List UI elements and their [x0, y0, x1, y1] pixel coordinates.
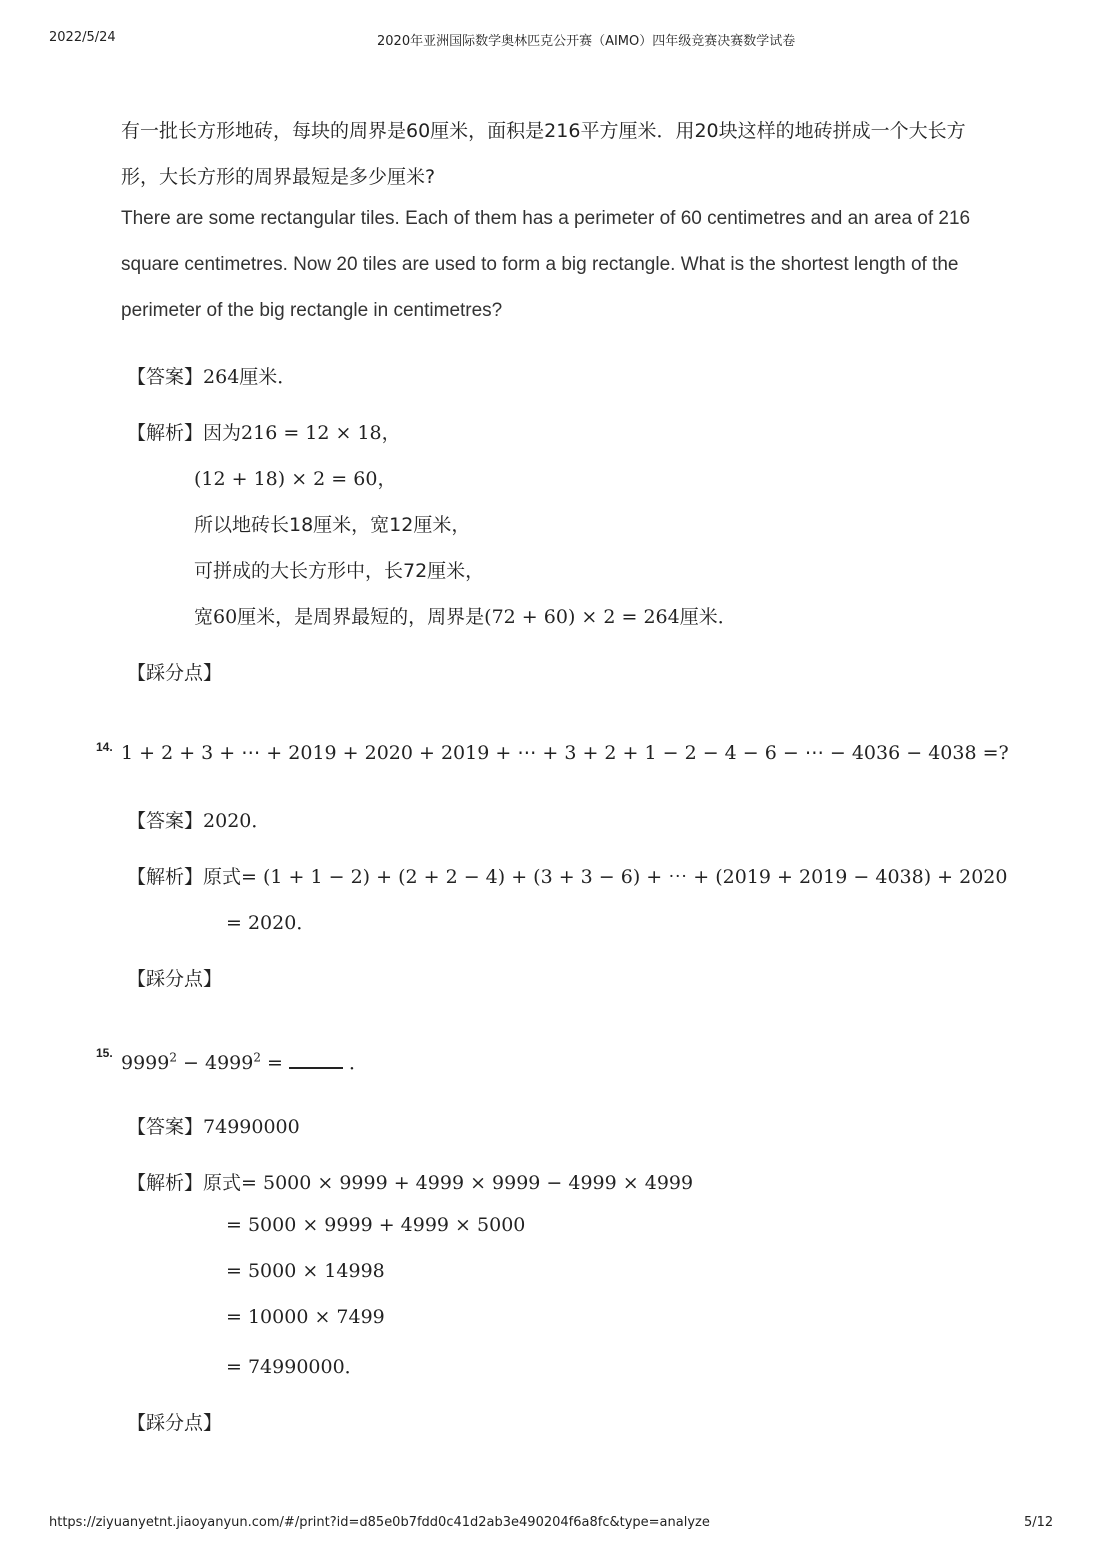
q14-scoring-points: 【踩分点】: [127, 968, 223, 990]
q15-analysis-step-2: = 5000 × 9999 + 4999 × 5000: [226, 1214, 526, 1236]
page-number: 5/12: [1024, 1515, 1054, 1530]
q15-analysis-step-3: = 5000 × 14998: [226, 1260, 385, 1282]
q15-question: [121, 1048, 368, 1075]
analysis-step: 因为216 = 12 × 18，: [203, 422, 401, 444]
footer-url: https://ziyuanyetnt.jiaoyanyun.com/#/print?id=d85e0b7fdd0c41d2ab3e490204f6a8fc&type=analyze: [49, 1515, 710, 1530]
q13-english-line-2: square centimetres. Now 20 tiles are used to form a big rectangle. What is the shortest length of the: [121, 254, 959, 275]
q15-period: ．: [348, 1052, 368, 1074]
analysis-label: 【解析】: [127, 866, 204, 888]
q14-question: 1 + 2 + 3 + ⋯ + 2019 + 2020 + 2019 + ⋯ + 3 + 2 + 1 − 2 − 4 − 6 − ⋯ − 4036 − 4038 =?: [121, 742, 1009, 764]
q13-answer: [127, 362, 296, 389]
q15-exponent-1: 2: [169, 1050, 177, 1065]
q13-english-line-1: There are some rectangular tiles. Each of them has a perimeter of 60 centimetres and an area of 216: [121, 208, 971, 229]
q15-number: 15.: [96, 1046, 113, 1060]
q13-analysis-step-3: 所以地砖长18厘米，宽12厘米，: [194, 514, 471, 536]
print-date: 2022/5/24: [49, 30, 116, 45]
q15-answer: [127, 1112, 300, 1139]
q13-analysis-step-5: 宽60厘米，是周界最短的，周界是(72 + 60) × 2 = 264厘米．: [194, 606, 737, 628]
q13-analysis-step-4: 可拼成的大长方形中，长72厘米，: [194, 560, 485, 582]
q14-analysis-step-2: = 2020．: [226, 912, 316, 934]
answer-value: 2020．: [203, 810, 271, 832]
q15-base-2: − 4999: [177, 1052, 254, 1074]
answer-label: 【答案】: [127, 810, 204, 832]
q15-scoring-points: 【踩分点】: [127, 1412, 223, 1434]
q15-analysis-step-5: = 74990000．: [226, 1356, 364, 1378]
q13-english-line-3: perimeter of the big rectangle in centimetres?: [121, 300, 503, 321]
q13-chinese-line-1: 有一批长方形地砖，每块的周界是60厘米，面积是216平方厘米．用20块这样的地砖拼成一个大长方: [121, 120, 966, 142]
q13-chinese-line-2: 形，大长方形的周界最短是多少厘米?: [121, 166, 436, 188]
answer-value: 264厘米．: [203, 366, 297, 388]
q14-analysis-row-1: [127, 862, 1007, 889]
q13-scoring-points: 【踩分点】: [127, 662, 223, 684]
q15-analysis-step-4: = 10000 × 7499: [226, 1306, 385, 1328]
analysis-step: 原式= 5000 × 9999 + 4999 × 9999 − 4999 × 4999: [203, 1172, 694, 1194]
q15-base-1: 9999: [121, 1052, 170, 1074]
q13-analysis-step-2: (12 + 18) × 2 = 60，: [194, 468, 397, 490]
q15-exponent-2: 2: [253, 1050, 261, 1065]
answer-label: 【答案】: [127, 1116, 204, 1138]
answer-label: 【答案】: [127, 366, 204, 388]
document-title: 2020年亚洲国际数学奥林匹克公开赛（AIMO）四年级竞赛决赛数学试卷: [377, 34, 796, 49]
analysis-label: 【解析】: [127, 1172, 204, 1194]
q15-equals: =: [261, 1052, 283, 1074]
q13-analysis-row-1: [127, 418, 401, 445]
analysis-label: 【解析】: [127, 422, 204, 444]
q14-answer: [127, 806, 270, 833]
answer-value: 74990000: [203, 1116, 300, 1138]
analysis-step: 原式= (1 + 1 − 2) + (2 + 2 − 4) + (3 + 3 − 6) + ⋯ + (2019 + 2019 − 4038) + 2020: [203, 866, 1008, 888]
q15-analysis-row-1: [127, 1168, 693, 1195]
answer-blank: [289, 1053, 343, 1069]
q14-number: 14.: [96, 740, 113, 754]
